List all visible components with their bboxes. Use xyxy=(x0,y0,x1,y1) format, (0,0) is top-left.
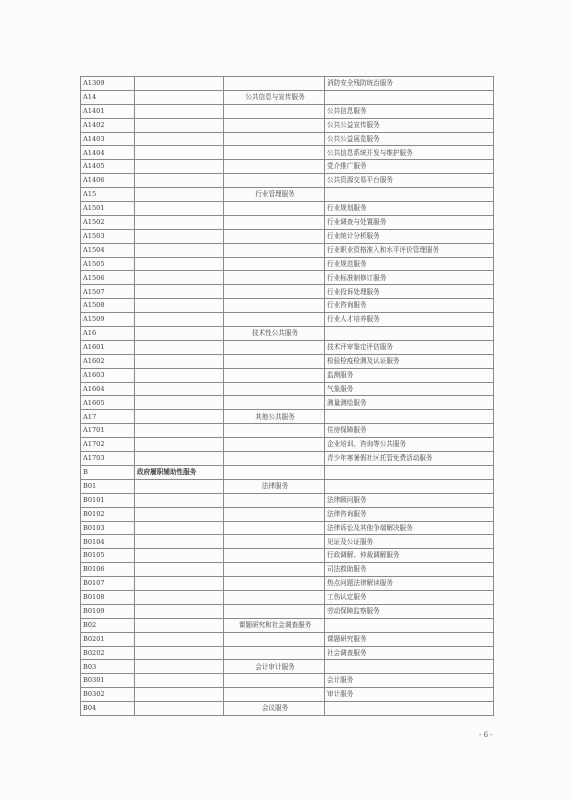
table-row xyxy=(81,313,494,327)
code-cell: A1605 xyxy=(81,396,135,410)
category-cell xyxy=(224,590,325,604)
category-cell: 法律服务 xyxy=(224,479,325,493)
top-category-cell xyxy=(135,90,224,104)
item-cell xyxy=(325,327,494,341)
item-cell xyxy=(325,702,494,716)
code-cell: A1502 xyxy=(81,215,135,229)
category-cell xyxy=(224,674,325,688)
top-category-cell xyxy=(135,202,224,216)
code-cell: B0302 xyxy=(81,688,135,702)
top-category-cell xyxy=(135,660,224,674)
item-cell: 行业统计分析服务 xyxy=(325,229,494,243)
code-cell: A16 xyxy=(81,327,135,341)
top-category-cell xyxy=(135,313,224,327)
item-cell: 检验检疫检测及认证服务 xyxy=(325,354,494,368)
code-cell: B03 xyxy=(81,660,135,674)
item-cell: 技术评审鉴定评估服务 xyxy=(325,340,494,354)
item-cell: 行业咨询服务 xyxy=(325,299,494,313)
item-cell: 劳动保障监察服务 xyxy=(325,604,494,618)
code-cell: B04 xyxy=(81,702,135,716)
category-cell: 公共信息与宣传服务 xyxy=(224,90,325,104)
top-category-cell xyxy=(135,118,224,132)
table-row xyxy=(81,549,494,563)
category-cell: 会议服务 xyxy=(224,702,325,716)
table-row xyxy=(81,590,494,604)
item-cell xyxy=(325,188,494,202)
table-row xyxy=(81,452,494,466)
table-row xyxy=(81,132,494,146)
top-category-cell xyxy=(135,257,224,271)
code-cell: A1402 xyxy=(81,118,135,132)
top-category-cell xyxy=(135,174,224,188)
category-cell xyxy=(224,229,325,243)
top-category-cell xyxy=(135,604,224,618)
top-category-cell xyxy=(135,132,224,146)
category-cell xyxy=(224,563,325,577)
category-cell xyxy=(224,243,325,257)
top-category-cell xyxy=(135,535,224,549)
top-category-cell xyxy=(135,299,224,313)
top-category-cell: 政府履职辅助性服务 xyxy=(135,465,224,479)
code-cell: A1501 xyxy=(81,202,135,216)
category-cell xyxy=(224,257,325,271)
table-row xyxy=(81,118,494,132)
item-cell: 法律咨询服务 xyxy=(325,507,494,521)
category-cell xyxy=(224,604,325,618)
category-cell xyxy=(224,688,325,702)
item-cell: 青少年寒暑假社区托管免费活动服务 xyxy=(325,452,494,466)
table-row xyxy=(81,160,494,174)
item-cell: 行政调解、仲裁调解服务 xyxy=(325,549,494,563)
top-category-cell xyxy=(135,424,224,438)
code-cell: A1702 xyxy=(81,438,135,452)
category-cell xyxy=(224,340,325,354)
service-catalog-table xyxy=(80,76,494,716)
code-cell: B0105 xyxy=(81,549,135,563)
code-cell: B0104 xyxy=(81,535,135,549)
code-cell: A1601 xyxy=(81,340,135,354)
table-row xyxy=(81,90,494,104)
item-cell: 行业投诉处理服务 xyxy=(325,285,494,299)
item-cell: 住房保障服务 xyxy=(325,424,494,438)
code-cell: A17 xyxy=(81,410,135,424)
table-row xyxy=(81,146,494,160)
item-cell: 公共公益展览服务 xyxy=(325,132,494,146)
top-category-cell xyxy=(135,285,224,299)
code-cell: B0108 xyxy=(81,590,135,604)
code-cell: A1503 xyxy=(81,229,135,243)
top-category-cell xyxy=(135,229,224,243)
top-category-cell xyxy=(135,77,224,91)
table-row xyxy=(81,660,494,674)
table-row xyxy=(81,507,494,521)
top-category-cell xyxy=(135,340,224,354)
top-category-cell xyxy=(135,590,224,604)
table-row xyxy=(81,77,494,91)
top-category-cell xyxy=(135,382,224,396)
item-cell: 行业职业资格准入和水平评价管理服务 xyxy=(325,243,494,257)
category-cell xyxy=(224,632,325,646)
code-cell: A1602 xyxy=(81,354,135,368)
item-cell: 公共信息服务 xyxy=(325,104,494,118)
item-cell: 企业培训、咨询等公共服务 xyxy=(325,438,494,452)
category-cell xyxy=(224,424,325,438)
code-cell: A1406 xyxy=(81,174,135,188)
code-cell: A1309 xyxy=(81,77,135,91)
code-cell: B02 xyxy=(81,618,135,632)
item-cell xyxy=(325,465,494,479)
category-cell xyxy=(224,465,325,479)
top-category-cell xyxy=(135,160,224,174)
item-cell: 会计服务 xyxy=(325,674,494,688)
top-category-cell xyxy=(135,549,224,563)
code-cell: A1404 xyxy=(81,146,135,160)
code-cell: A1507 xyxy=(81,285,135,299)
category-cell: 会计审计服务 xyxy=(224,660,325,674)
table-row xyxy=(81,577,494,591)
table-row xyxy=(81,174,494,188)
top-category-cell xyxy=(135,215,224,229)
category-cell: 行业管理服务 xyxy=(224,188,325,202)
item-cell: 党介推广服务 xyxy=(325,160,494,174)
code-cell: B0109 xyxy=(81,604,135,618)
code-cell: A1401 xyxy=(81,104,135,118)
category-cell xyxy=(224,104,325,118)
table-row xyxy=(81,493,494,507)
top-category-cell xyxy=(135,688,224,702)
top-category-cell xyxy=(135,674,224,688)
item-cell: 行业人才培养服务 xyxy=(325,313,494,327)
table-row xyxy=(81,674,494,688)
category-cell xyxy=(224,313,325,327)
table-row xyxy=(81,424,494,438)
table-row xyxy=(81,299,494,313)
code-cell: B0106 xyxy=(81,563,135,577)
category-cell xyxy=(224,493,325,507)
category-cell: 课题研究和社会调查服务 xyxy=(224,618,325,632)
code-cell: A1604 xyxy=(81,382,135,396)
item-cell: 行业调查与处置服务 xyxy=(325,215,494,229)
category-cell xyxy=(224,382,325,396)
top-category-cell xyxy=(135,702,224,716)
category-cell xyxy=(224,299,325,313)
table-row xyxy=(81,535,494,549)
code-cell: B0102 xyxy=(81,507,135,521)
table-row xyxy=(81,396,494,410)
item-cell xyxy=(325,618,494,632)
table-row xyxy=(81,702,494,716)
item-cell: 热点问题法律解读服务 xyxy=(325,577,494,591)
category-cell xyxy=(224,77,325,91)
item-cell xyxy=(325,660,494,674)
table-row xyxy=(81,618,494,632)
code-cell: A15 xyxy=(81,188,135,202)
top-category-cell xyxy=(135,479,224,493)
table-row xyxy=(81,688,494,702)
top-category-cell xyxy=(135,521,224,535)
top-category-cell xyxy=(135,410,224,424)
table-row xyxy=(81,340,494,354)
code-cell: A1504 xyxy=(81,243,135,257)
table-row xyxy=(81,465,494,479)
code-cell: B0107 xyxy=(81,577,135,591)
top-category-cell xyxy=(135,368,224,382)
item-cell: 司法救助服务 xyxy=(325,563,494,577)
top-category-cell xyxy=(135,452,224,466)
table-row xyxy=(81,188,494,202)
code-cell: A1703 xyxy=(81,452,135,466)
table-row xyxy=(81,104,494,118)
item-cell: 公共资源交易平台服务 xyxy=(325,174,494,188)
category-cell xyxy=(224,438,325,452)
table-row xyxy=(81,271,494,285)
top-category-cell xyxy=(135,243,224,257)
table-row xyxy=(81,215,494,229)
table-row xyxy=(81,327,494,341)
category-cell: 其他公共服务 xyxy=(224,410,325,424)
category-cell xyxy=(224,646,325,660)
item-cell: 工伤认定服务 xyxy=(325,590,494,604)
table-row xyxy=(81,479,494,493)
table-row xyxy=(81,521,494,535)
top-category-cell xyxy=(135,146,224,160)
top-category-cell xyxy=(135,354,224,368)
top-category-cell xyxy=(135,577,224,591)
top-category-cell xyxy=(135,493,224,507)
item-cell: 气象服务 xyxy=(325,382,494,396)
item-cell: 行业标准制修订服务 xyxy=(325,271,494,285)
category-cell xyxy=(224,271,325,285)
category-cell xyxy=(224,146,325,160)
table-row xyxy=(81,563,494,577)
table-row xyxy=(81,229,494,243)
top-category-cell xyxy=(135,618,224,632)
table-row xyxy=(81,285,494,299)
item-cell: 审计服务 xyxy=(325,688,494,702)
code-cell: B0202 xyxy=(81,646,135,660)
top-category-cell xyxy=(135,327,224,341)
item-cell: 课题研究服务 xyxy=(325,632,494,646)
category-cell xyxy=(224,202,325,216)
top-category-cell xyxy=(135,271,224,285)
code-cell: B0301 xyxy=(81,674,135,688)
code-cell: B0103 xyxy=(81,521,135,535)
code-cell: A1405 xyxy=(81,160,135,174)
table-row xyxy=(81,646,494,660)
item-cell: 公共信息系统开发与维护服务 xyxy=(325,146,494,160)
top-category-cell xyxy=(135,104,224,118)
item-cell: 社会调查服务 xyxy=(325,646,494,660)
top-category-cell xyxy=(135,646,224,660)
top-category-cell xyxy=(135,563,224,577)
code-cell: B01 xyxy=(81,479,135,493)
table-row xyxy=(81,382,494,396)
category-cell xyxy=(224,521,325,535)
item-cell: 测量测绘服务 xyxy=(325,396,494,410)
item-cell: 消防安全残防统治服务 xyxy=(325,77,494,91)
top-category-cell xyxy=(135,632,224,646)
category-cell xyxy=(224,160,325,174)
category-cell xyxy=(224,368,325,382)
category-cell xyxy=(224,132,325,146)
item-cell: 公共公益宣传服务 xyxy=(325,118,494,132)
code-cell: A1403 xyxy=(81,132,135,146)
table-row xyxy=(81,410,494,424)
category-cell xyxy=(224,577,325,591)
code-cell: A14 xyxy=(81,90,135,104)
code-cell: A1509 xyxy=(81,313,135,327)
top-category-cell xyxy=(135,438,224,452)
category-cell xyxy=(224,354,325,368)
category-cell xyxy=(224,535,325,549)
table-row xyxy=(81,354,494,368)
item-cell xyxy=(325,479,494,493)
table-row xyxy=(81,257,494,271)
category-cell xyxy=(224,118,325,132)
code-cell: A1603 xyxy=(81,368,135,382)
code-cell: A1505 xyxy=(81,257,135,271)
top-category-cell xyxy=(135,507,224,521)
code-cell: A1508 xyxy=(81,299,135,313)
category-cell xyxy=(224,174,325,188)
category-cell xyxy=(224,452,325,466)
item-cell: 行业规范服务 xyxy=(325,257,494,271)
page-number: - 6 - xyxy=(479,731,493,739)
table-row xyxy=(81,632,494,646)
table-row xyxy=(81,438,494,452)
table-row xyxy=(81,368,494,382)
item-cell: 行业规划服务 xyxy=(325,202,494,216)
category-cell xyxy=(224,396,325,410)
top-category-cell xyxy=(135,188,224,202)
item-cell xyxy=(325,90,494,104)
table-row xyxy=(81,202,494,216)
item-cell xyxy=(325,410,494,424)
code-cell: B0101 xyxy=(81,493,135,507)
category-cell xyxy=(224,507,325,521)
category-cell: 技术性公共服务 xyxy=(224,327,325,341)
category-cell xyxy=(224,549,325,563)
code-cell: A1506 xyxy=(81,271,135,285)
code-cell: B0201 xyxy=(81,632,135,646)
item-cell: 监测服务 xyxy=(325,368,494,382)
code-cell: A1701 xyxy=(81,424,135,438)
category-cell xyxy=(224,215,325,229)
category-cell xyxy=(224,285,325,299)
item-cell: 法律诉讼及其他争端解决服务 xyxy=(325,521,494,535)
item-cell: 法律顾问服务 xyxy=(325,493,494,507)
item-cell: 见证及公证服务 xyxy=(325,535,494,549)
code-cell: B xyxy=(81,465,135,479)
table-row xyxy=(81,604,494,618)
table-row xyxy=(81,243,494,257)
top-category-cell xyxy=(135,396,224,410)
